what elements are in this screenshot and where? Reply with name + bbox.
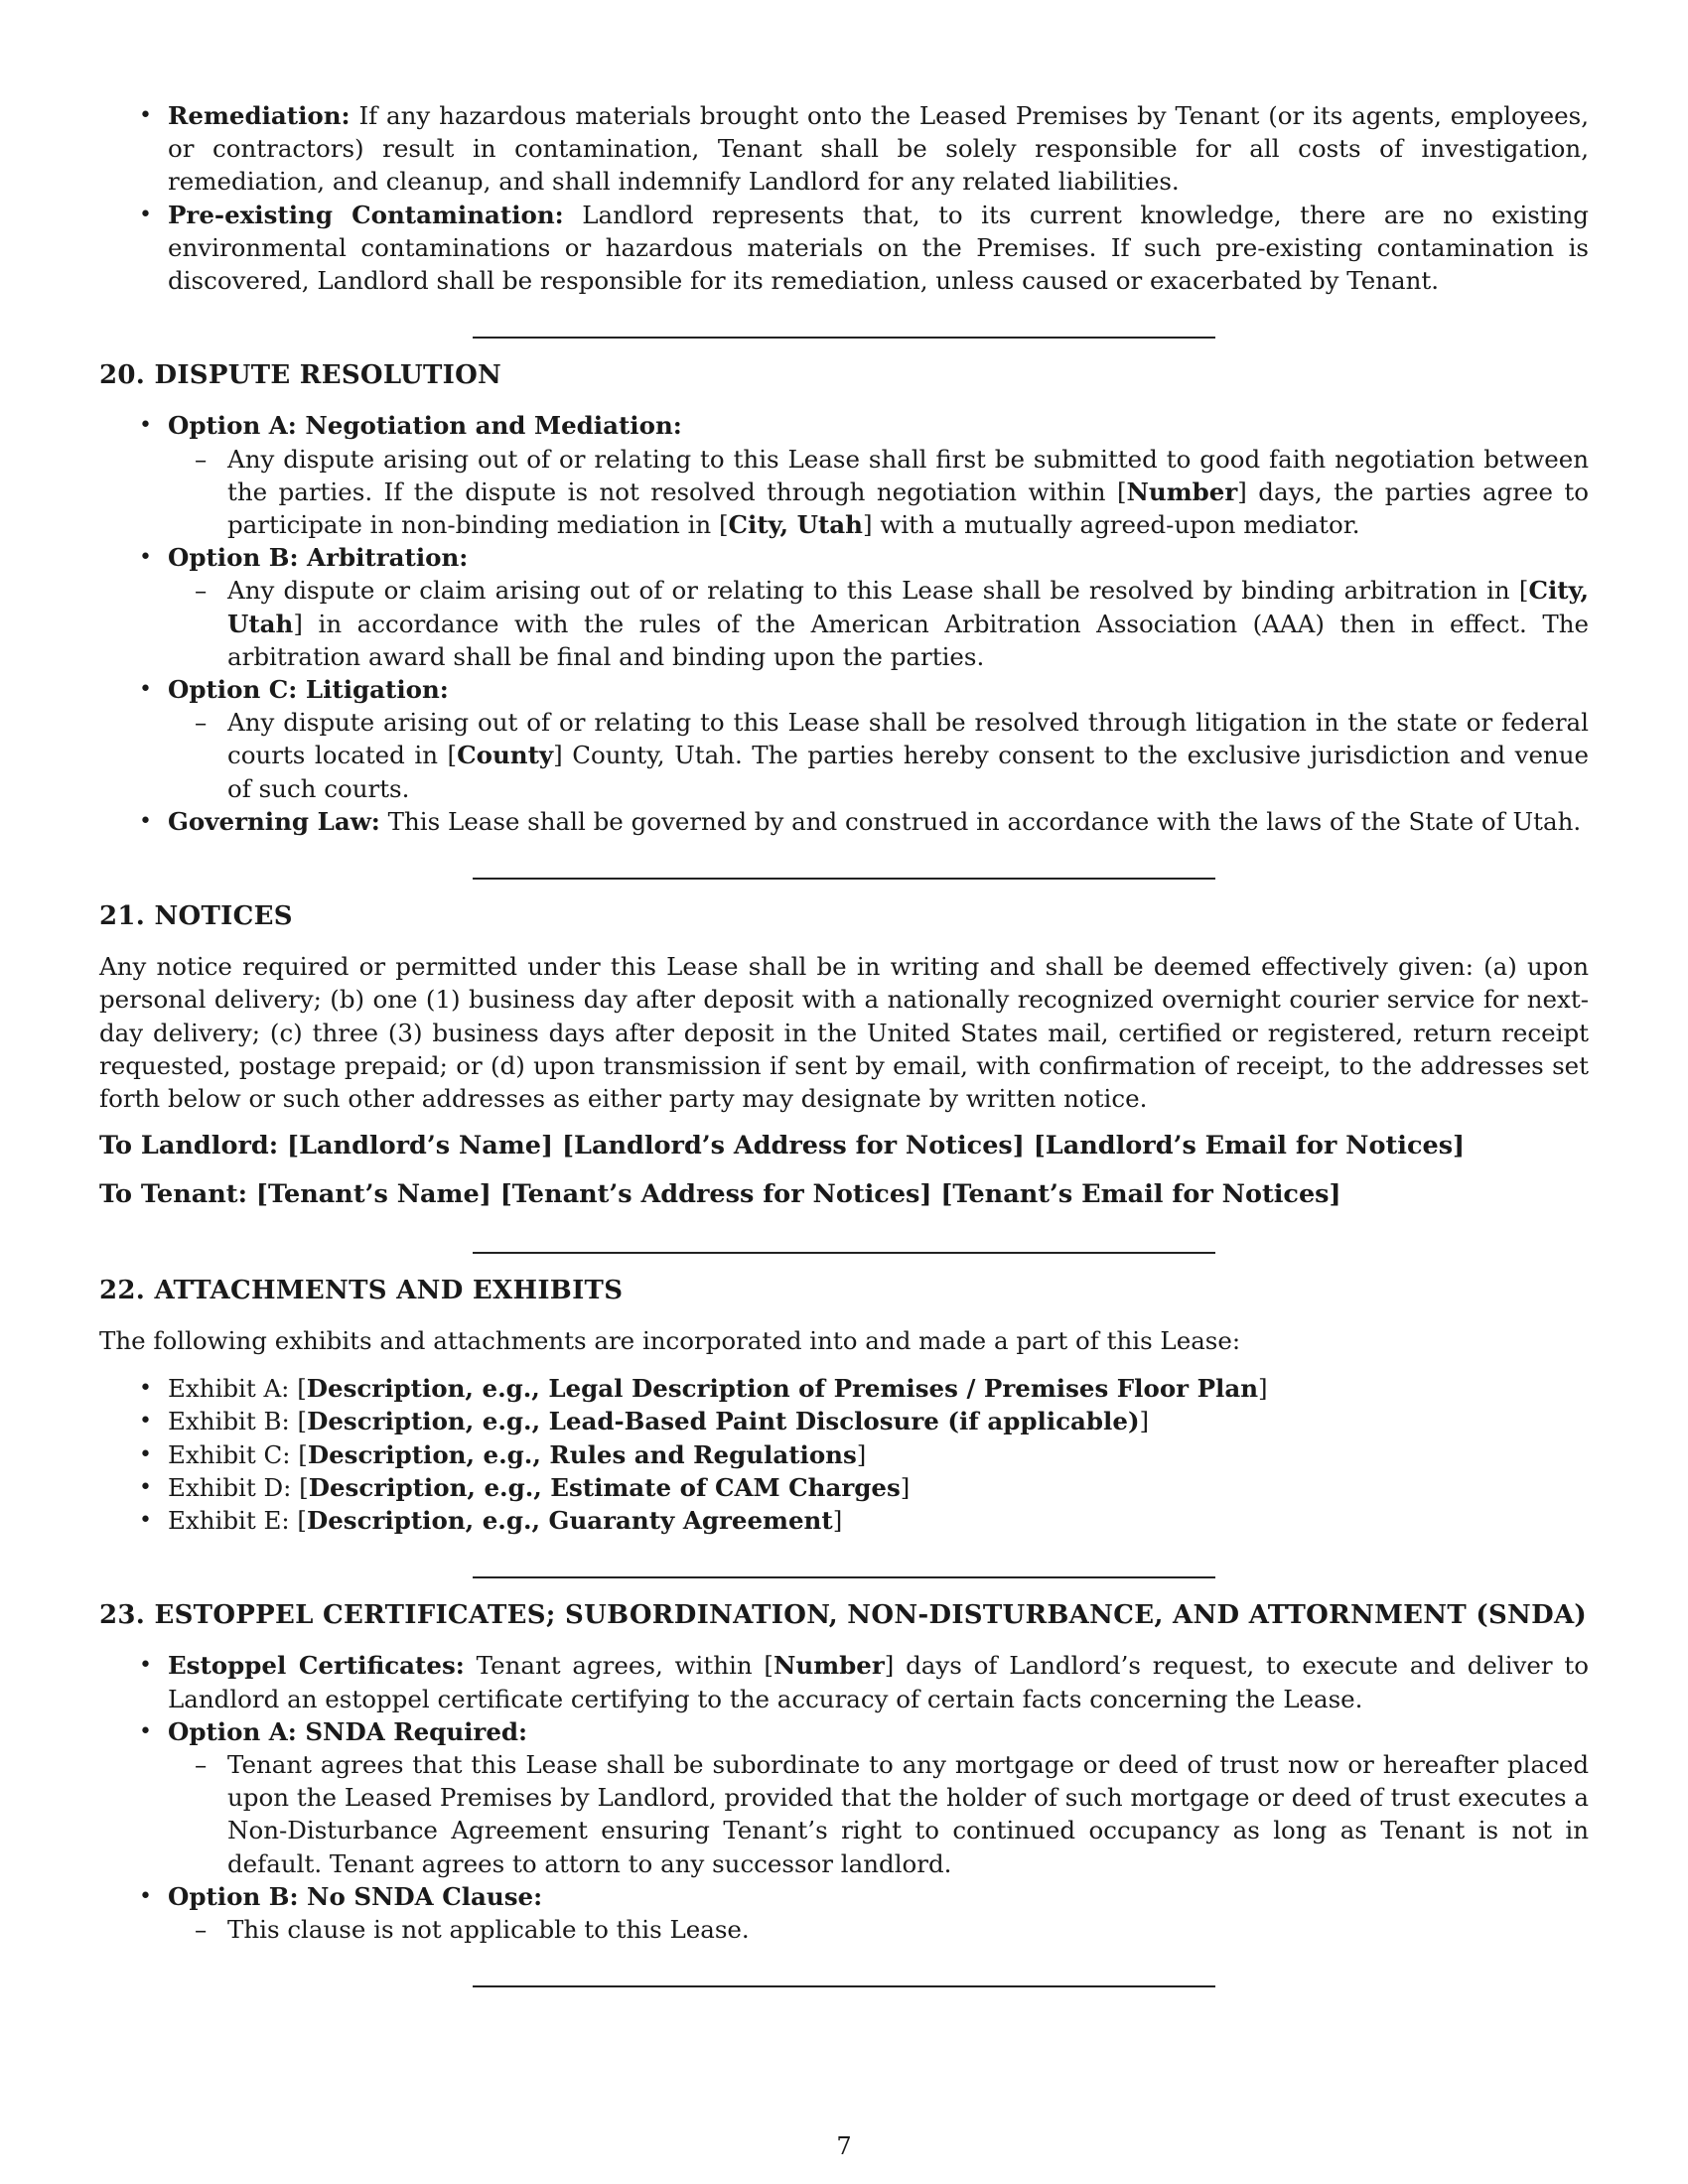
list-item [99, 1715, 1589, 1880]
exhibit-item [99, 1405, 1589, 1437]
notices-paragraph: Any notice required or permitted under this Lease shall be in writing and shall be deemed effectively given: (a) upon personal delivery; (b) one (1) business day after deposit with a nationally recognized overnight courier service for next-day delivery; (c) three (3) business days after deposit in the United States mail, certified or registered, return receipt requested, postage prepaid; or (d) upon transmission if sent by email, with confirmation of receipt, to the addresses set forth below or such other addresses as either party may designate by written notice. [99, 952, 1589, 1114]
exhibit-item [99, 1471, 1589, 1504]
dispute-options-list [99, 409, 1589, 838]
list-item [99, 199, 1589, 298]
exhibit-description: Description, e.g., Lead-Based Paint Disclosure (if applicable) [307, 1407, 1140, 1436]
exhibit-description: Description, e.g., Rules and Regulations [307, 1439, 857, 1469]
text-run: Any dispute arising out of or relating to this Lease shall be resolved through litigation in the state or federal courts located in [ [227, 708, 1589, 770]
sub-list [168, 706, 1589, 805]
list-item [99, 409, 1589, 541]
exhibit-item [99, 1372, 1589, 1405]
exhibit-prefix: Exhibit D: [ [168, 1472, 309, 1502]
exhibit-description: Description, e.g., Legal Description of Premises / Premises Floor Plan [306, 1374, 1259, 1404]
item-label: Remediation: [168, 101, 351, 130]
list-item [99, 99, 1589, 199]
snda-list [99, 1649, 1589, 1946]
sub-list [168, 443, 1589, 542]
exhibits-intro: The following exhibits and attachments are incorporated into and made a part of this Lease: [99, 1325, 1241, 1355]
governing-law-text: This Lease shall be governed by and construed in accordance with the laws of the State of Utah. [387, 806, 1582, 836]
sub-list [168, 574, 1589, 673]
section-divider [473, 1985, 1215, 1987]
exhibit-description: Description, e.g., Guaranty Agreement [306, 1505, 833, 1535]
exhibit-item [99, 1504, 1589, 1537]
placeholder-field: City, Utah [728, 510, 863, 540]
sub-list-item [168, 706, 1589, 805]
text-run: Any dispute or claim arising out of or relating to this Lease shall be resolved by binding arbitration in [ [227, 576, 1529, 606]
text-run: ] with a mutually agreed-upon mediator. [863, 510, 1360, 540]
exhibits-list [99, 1372, 1589, 1537]
placeholder-field: County [457, 741, 554, 770]
document-page [99, 99, 1589, 1987]
section-heading: 23. ESTOPPEL CERTIFICATES; SUBORDINATION, NON-DISTURBANCE, AND ATTORNMENT (SNDA) [99, 1600, 1588, 1631]
bracket: ] [900, 1472, 911, 1502]
option-a-label: Option A: SNDA Required: [168, 1716, 528, 1746]
placeholder-field: Number [773, 1651, 885, 1681]
governing-law-label: Governing Law: [168, 806, 380, 836]
exhibit-description: Description, e.g., Estimate of CAM Charges [308, 1472, 901, 1502]
section-heading: 22. ATTACHMENTS AND EXHIBITS [99, 1275, 624, 1305]
exhibit-prefix: Exhibit B: [ [168, 1407, 308, 1436]
bracket: ] [1139, 1407, 1150, 1436]
sub-list-item [168, 443, 1589, 542]
list-item [99, 673, 1589, 805]
list-item [99, 541, 1589, 673]
option-b-label: Option B: No SNDA Clause: [168, 1881, 543, 1911]
list-item [99, 1880, 1589, 1946]
text-run: Any dispute arising out of or relating to this Lease shall first be submitted to good faith negotiation between the parties. If the dispute is not resolved through negotiation within [ [227, 444, 1589, 506]
section-divider [473, 1252, 1215, 1254]
exhibit-prefix: Exhibit C: [ [168, 1439, 308, 1469]
placeholder-field: Number [1126, 477, 1238, 506]
exhibit-item [99, 1438, 1589, 1471]
sub-list [168, 1748, 1589, 1880]
exhibit-prefix: Exhibit A: [ [168, 1374, 307, 1404]
page-number: 7 [836, 2132, 852, 2160]
exhibit-prefix: Exhibit E: [ [168, 1505, 307, 1535]
option-c-label: Option C: Litigation: [168, 675, 449, 705]
option-a-label: Option A: Negotiation and Mediation: [168, 411, 682, 441]
text-run: ] in accordance with the rules of the American Arbitration Association (AAA) then in effect. The arbitration award shall be final and binding upon the parties. [227, 609, 1589, 671]
item-text: Landlord represents that, to its current knowledge, there are no existing environmental contaminations or hazardous materials on the Premises. If such pre-existing contamination is discovered, Landlord shall be responsible for its remediation, unless caused or exacerbated by Tenant. [168, 200, 1589, 296]
text-run: Tenant agrees, within [ [476, 1651, 774, 1681]
section-heading: 20. DISPUTE RESOLUTION [99, 360, 502, 391]
tenant-notice-line: To Tenant: [Tenant’s Name] [Tenant’s Address for Notices] [Tenant’s Email for Notices] [99, 1179, 1341, 1210]
sub-list-item: – This clause is not applicable to this Lease. [168, 1913, 1589, 1946]
sub-list [168, 1913, 1589, 1946]
placeholder-field: City, Utah [227, 576, 1589, 638]
item-text: If any hazardous materials brought onto the Leased Premises by Tenant (or its agents, employees, or contractors) result in contamination, Tenant shall be solely responsible for all costs of investigation, remediation, and cleanup, and shall indemnify Landlord for any related liabilities. [168, 101, 1589, 197]
bracket: ] [832, 1505, 843, 1535]
text-run: ] County, Utah. The parties hereby consent to the exclusive jurisdiction and venue of such courts. [227, 741, 1590, 803]
sub-list-item [168, 574, 1589, 673]
item-label: Pre-existing Contamination: [168, 200, 564, 229]
sub-list-item: – Tenant agrees that this Lease shall be subordinate to any mortgage or deed of trust now or hereafter placed upon the Leased Premises by Landlord, provided that the holder of such mortgage or deed of trust executes a Non-Disturbance Agreement ensuring Tenant’s right to continued occupancy as long as Tenant is not in default. Tenant agrees to attorn to any successor landlord. [168, 1748, 1589, 1880]
option-b-label: Option B: Arbitration: [168, 543, 469, 573]
bracket: ] [1258, 1374, 1268, 1404]
section-heading: 21. NOTICES [99, 901, 293, 932]
section-divider [473, 878, 1215, 880]
bracket: ] [856, 1439, 867, 1469]
landlord-notice-line: To Landlord: [Landlord’s Name] [Landlord’s Address for Notices] [Landlord’s Email for Notices] [99, 1131, 1466, 1161]
text-run: ] days, the parties agree to participate in non-binding mediation in [ [227, 477, 1589, 540]
estoppel-label: Estoppel Certificates: [168, 1651, 465, 1681]
list-item [99, 805, 1589, 838]
section-divider [473, 337, 1215, 339]
list-item [99, 1649, 1589, 1714]
section-divider [473, 1576, 1215, 1578]
text-run: ] days of Landlord’s request, to execute and deliver to Landlord an estoppel certificate certifying to the accuracy of certain facts concerning the Lease. [168, 1651, 1590, 1713]
environmental-list [99, 99, 1589, 297]
